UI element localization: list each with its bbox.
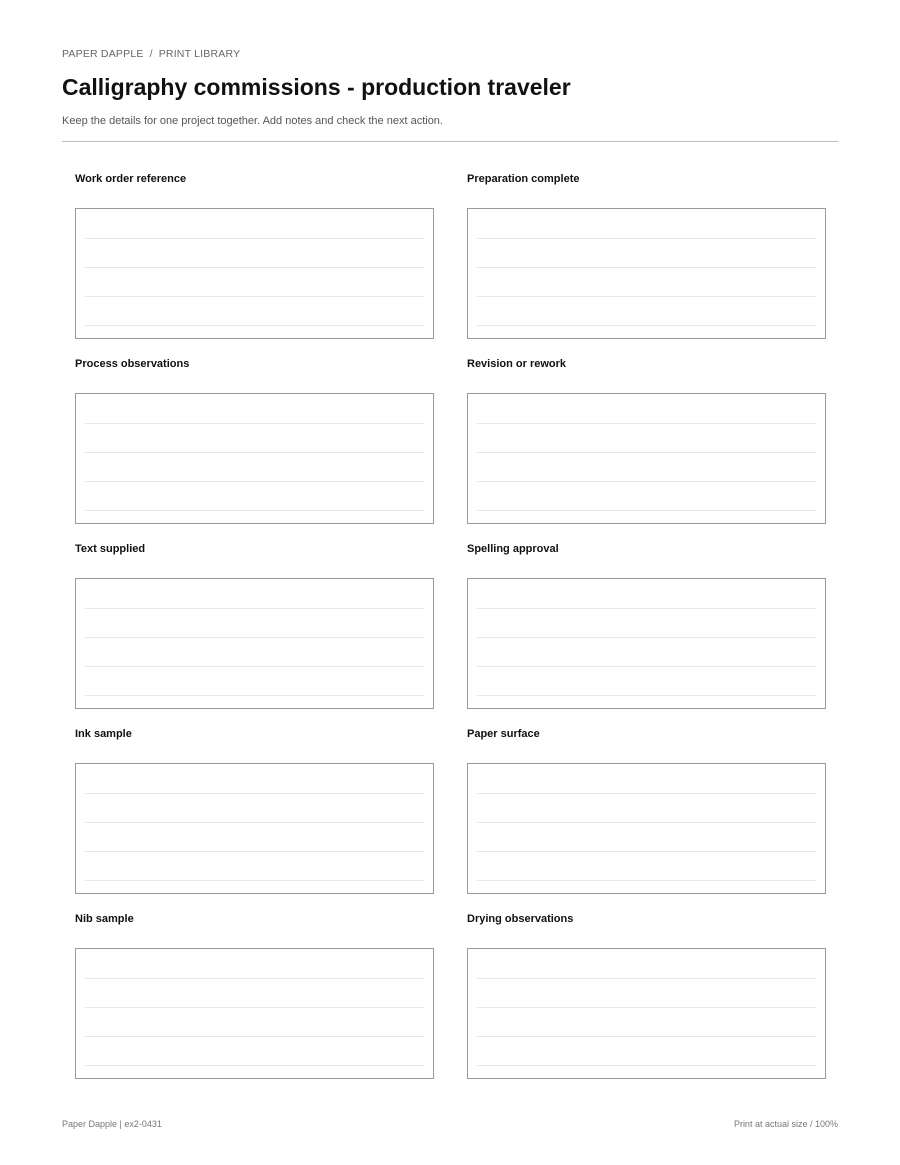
field-block <box>467 542 826 709</box>
writing-line <box>477 880 816 881</box>
field-block <box>75 172 434 339</box>
writing-line <box>85 423 424 424</box>
page-title: Calligraphy commissions - production traveler <box>62 74 571 100</box>
writing-line <box>477 325 816 326</box>
field-label: Text supplied <box>75 543 146 555</box>
writing-box[interactable] <box>467 393 826 524</box>
writing-line <box>477 637 816 638</box>
writing-line <box>85 608 424 609</box>
writing-box[interactable] <box>467 208 826 339</box>
writing-box[interactable] <box>75 763 434 894</box>
field-label: Process observations <box>75 358 190 370</box>
writing-line <box>477 1036 816 1037</box>
writing-line <box>477 666 816 667</box>
field-label: Revision or rework <box>467 358 567 370</box>
field-block <box>75 542 434 709</box>
writing-line <box>85 296 424 297</box>
writing-line <box>85 325 424 326</box>
fields-grid <box>75 172 826 1079</box>
writing-line <box>85 637 424 638</box>
writing-line <box>477 851 816 852</box>
field-label: Spelling approval <box>467 543 559 555</box>
writing-box[interactable] <box>467 763 826 894</box>
field-block <box>467 727 826 894</box>
writing-line <box>85 1007 424 1008</box>
field-block <box>75 357 434 524</box>
breadcrumb-section[interactable]: PRINT LIBRARY <box>158 48 241 60</box>
field-label: Drying observations <box>467 913 574 925</box>
field-block <box>467 172 826 339</box>
writing-line <box>85 880 424 881</box>
writing-line <box>85 510 424 511</box>
page-subtitle: Keep the details for one project together. Add notes and check the next action. <box>62 115 443 127</box>
writing-box[interactable] <box>467 948 826 1079</box>
footer-print-note: Print at actual size / 100% <box>733 1119 838 1129</box>
field-label: Preparation complete <box>467 173 580 185</box>
writing-line <box>85 238 424 239</box>
breadcrumb-separator: / <box>149 48 153 60</box>
writing-line <box>85 666 424 667</box>
writing-line <box>85 695 424 696</box>
writing-line <box>477 510 816 511</box>
writing-line <box>85 1065 424 1066</box>
writing-line <box>477 1007 816 1008</box>
header-divider <box>62 141 838 142</box>
writing-line <box>477 1065 816 1066</box>
writing-line <box>85 978 424 979</box>
writing-line <box>85 452 424 453</box>
breadcrumb <box>62 48 240 60</box>
field-label: Work order reference <box>75 173 187 185</box>
writing-line <box>477 452 816 453</box>
writing-line <box>85 1036 424 1037</box>
writing-line <box>85 851 424 852</box>
writing-line <box>477 822 816 823</box>
writing-line <box>477 481 816 482</box>
field-block <box>467 912 826 1079</box>
writing-line <box>477 608 816 609</box>
writing-box[interactable] <box>75 948 434 1079</box>
writing-line <box>477 423 816 424</box>
writing-line <box>477 238 816 239</box>
writing-line <box>85 822 424 823</box>
breadcrumb-root[interactable]: PAPER DAPPLE <box>62 48 144 60</box>
writing-line <box>477 267 816 268</box>
writing-line <box>477 695 816 696</box>
field-block <box>75 912 434 1079</box>
footer-document-id: Paper Dapple | ex2-0431 <box>62 1119 162 1129</box>
writing-line <box>85 481 424 482</box>
field-label: Nib sample <box>75 913 134 925</box>
writing-box[interactable] <box>75 208 434 339</box>
field-label: Ink sample <box>75 728 132 740</box>
writing-line <box>477 978 816 979</box>
writing-line <box>85 793 424 794</box>
writing-box[interactable] <box>75 578 434 709</box>
field-block <box>75 727 434 894</box>
writing-box[interactable] <box>467 578 826 709</box>
writing-line <box>477 793 816 794</box>
writing-box[interactable] <box>75 393 434 524</box>
field-block <box>467 357 826 524</box>
field-label: Paper surface <box>467 728 540 740</box>
writing-line <box>85 267 424 268</box>
writing-line <box>477 296 816 297</box>
